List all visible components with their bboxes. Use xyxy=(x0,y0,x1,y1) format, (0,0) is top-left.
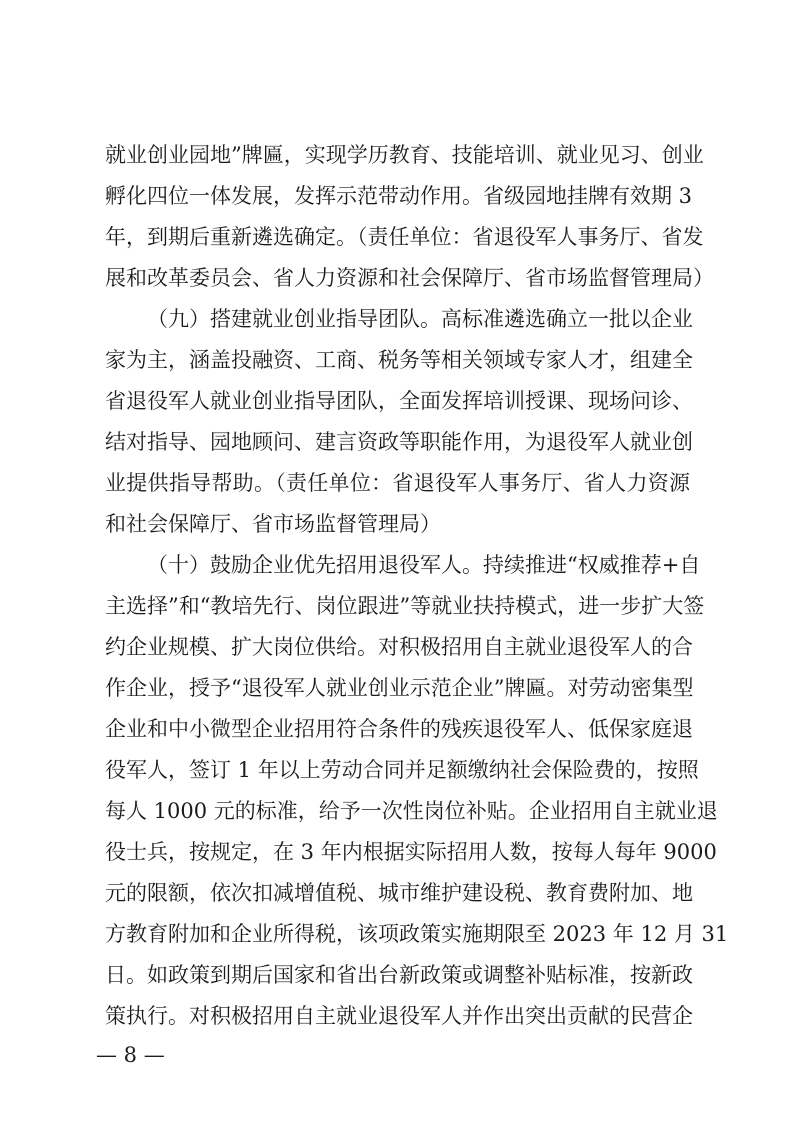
text-line: 约企业规模、扩大岗位供给。对积极招用自主就业退役军人的合 xyxy=(105,635,693,659)
section-heading-line: （十）鼓励企业优先招用退役军人。持续推进“权威推荐+自 xyxy=(147,553,701,577)
text-line: 方教育附加和企业所得税，该项政策实施期限至 2023 年 12 月 31 xyxy=(105,922,729,946)
text-line: 企业和中小微型企业招用符合条件的残疾退役军人、低保家庭退 xyxy=(105,717,693,741)
text-line: 日。如政策到期后国家和省出台新政策或调整补贴标准，按新政 xyxy=(105,963,693,987)
text-line: 策执行。对积极招用自主就业退役军人并作出突出贡献的民营企 xyxy=(105,1004,693,1028)
text-line: 孵化四位一体发展，发挥示范带动作用。省级园地挂牌有效期 3 xyxy=(105,184,693,208)
text-line: 展和改革委员会、省人力资源和社会保障厅、省市场监督管理局） xyxy=(105,266,714,290)
text-line: 家为主，涵盖投融资、工商、税务等相关领域专家人才，组建全 xyxy=(105,348,693,372)
text-line: 省退役军人就业创业指导团队，全面发挥培训授课、现场问诊、 xyxy=(105,389,693,413)
text-line: 役士兵，按规定，在 3 年内根据实际招用人数，按每人每年 9000 xyxy=(105,840,717,864)
text-line: 役军人，签订 1 年以上劳动合同并足额缴纳社会保险费的，按照 xyxy=(105,758,699,782)
text-line: 作企业，授予“退役军人就业创业示范企业”牌匾。对劳动密集型 xyxy=(105,676,694,700)
text-line: 主选择”和“教培先行、岗位跟进”等就业扶持模式，进一步扩大签 xyxy=(105,594,705,618)
text-line: 结对指导、园地顾问、建言资政等职能作用，为退役军人就业创 xyxy=(105,430,693,454)
text-line: 每人 1000 元的标准，给予一次性岗位补贴。企业招用自主就业退 xyxy=(105,799,718,823)
text-line: 元的限额，依次扣减增值税、城市维护建设税、教育费附加、地 xyxy=(105,881,693,905)
text-line: 就业创业园地”牌匾，实现学历教育、技能培训、就业见习、创业 xyxy=(105,143,704,167)
page-number: — 8 — xyxy=(96,1043,165,1067)
text-line: 年，到期后重新遴选确定。（责任单位：省退役军人事务厅、省发 xyxy=(105,225,704,249)
text-line: 业提供指导帮助。（责任单位：省退役军人事务厅、省人力资源 xyxy=(105,471,690,495)
section-heading-line: （九）搭建就业创业指导团队。高标准遴选确立一批以企业 xyxy=(147,307,693,331)
text-line: 和社会保障厅、省市场监督管理局） xyxy=(105,512,441,536)
